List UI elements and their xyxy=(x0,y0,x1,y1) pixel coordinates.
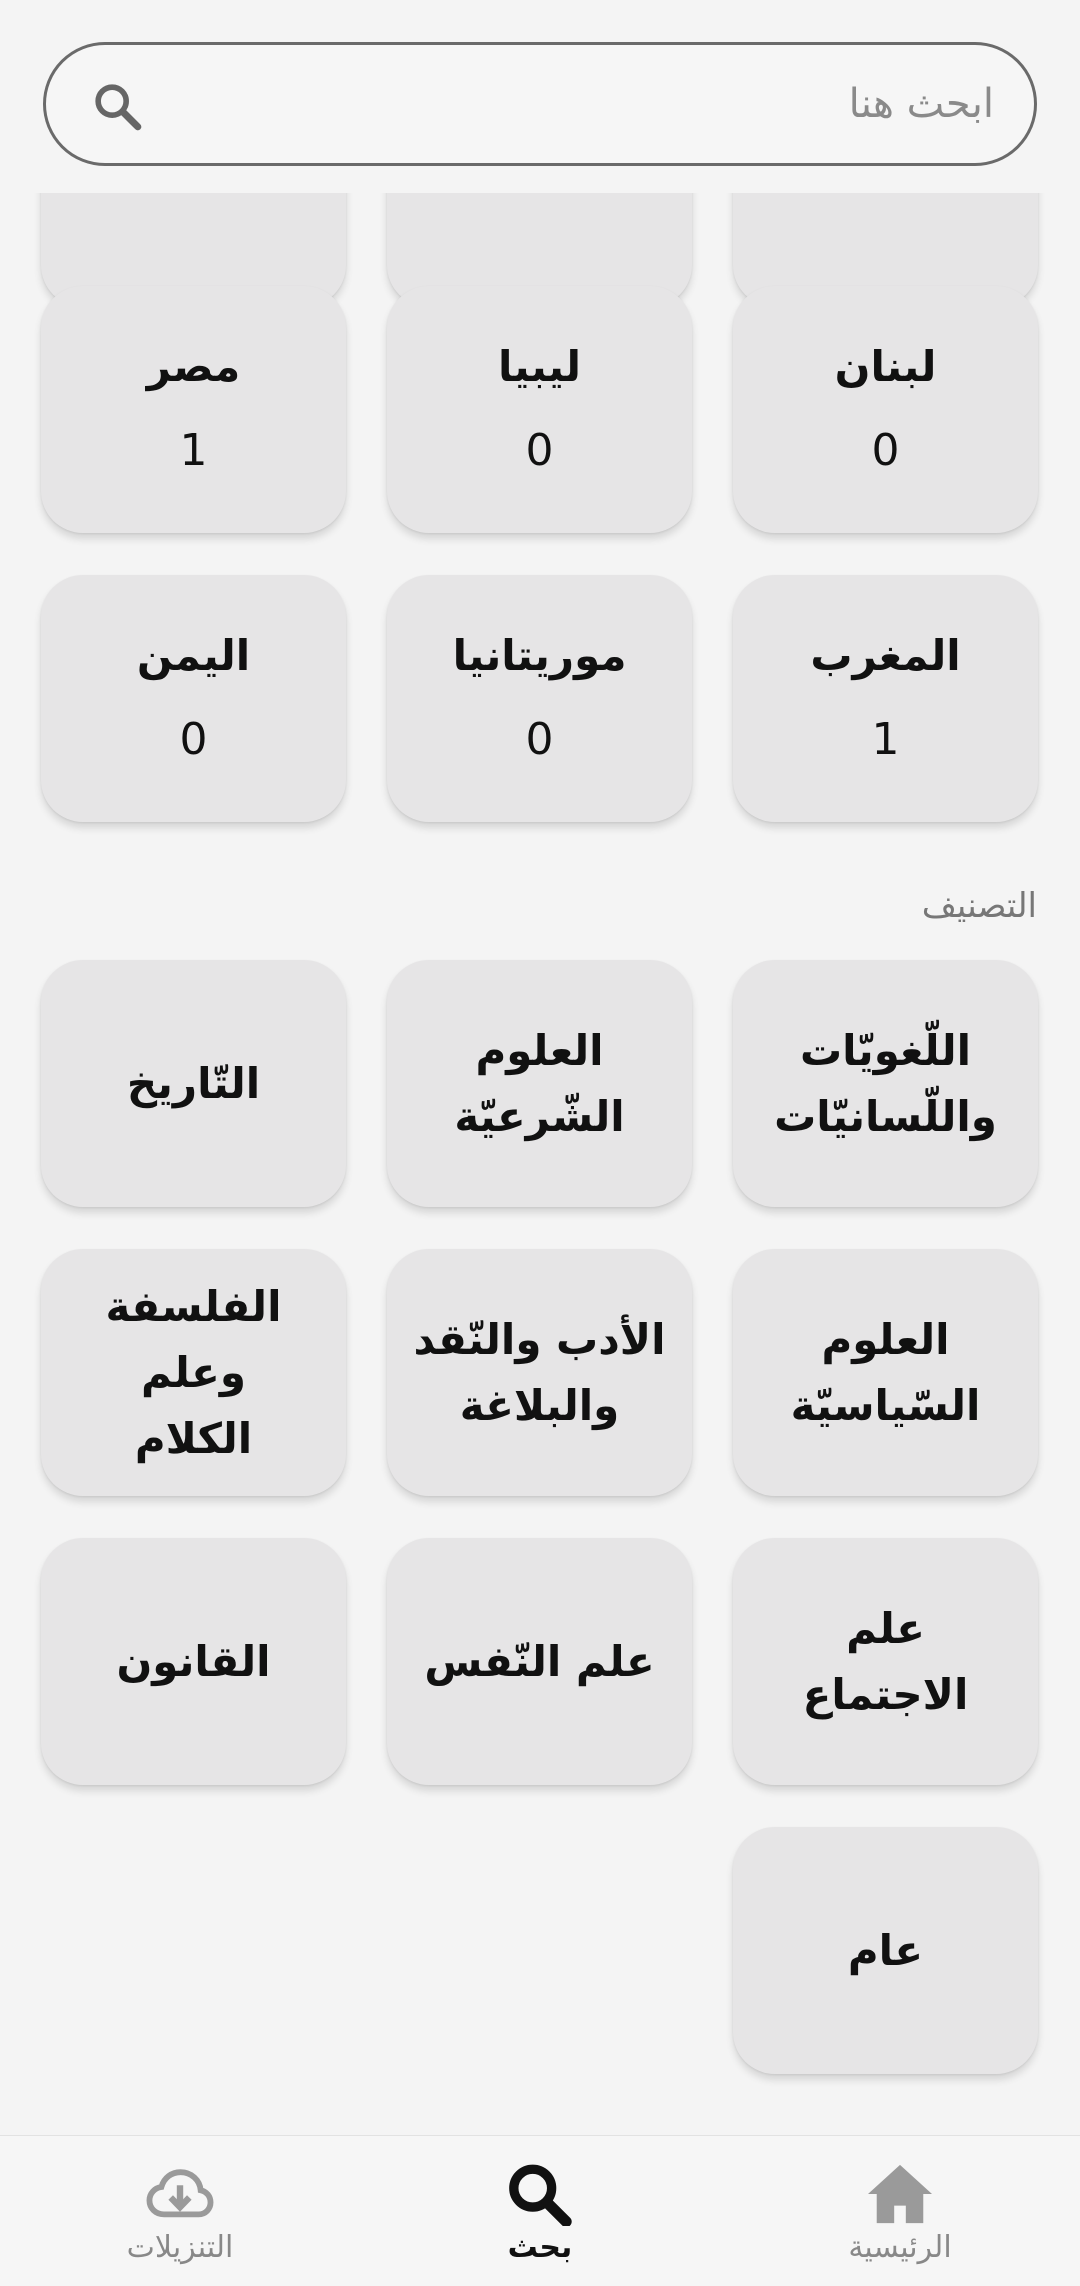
nav-home-label: الرئيسية xyxy=(848,2230,952,2265)
country-card-morocco[interactable] xyxy=(733,575,1038,822)
country-count: 0 xyxy=(525,424,554,476)
category-name-line1: الأدب والنّقد xyxy=(413,1314,666,1364)
country-card-egypt[interactable] xyxy=(41,286,346,533)
classification-section-label: التصنيف xyxy=(921,886,1037,926)
category-name-line2: الشّرعيّة xyxy=(454,1091,625,1141)
category-name: علم النّفس xyxy=(424,1636,655,1686)
category-card-literature[interactable] xyxy=(387,1249,692,1496)
category-name-line1: اللّغويّات xyxy=(799,1025,972,1075)
nav-downloads[interactable] xyxy=(50,2136,310,2286)
cloud-download-icon xyxy=(145,2162,215,2226)
country-count: 1 xyxy=(179,424,208,476)
country-count: 0 xyxy=(871,424,900,476)
category-name: عام xyxy=(847,1925,924,1975)
country-name: موريتانيا xyxy=(452,630,627,680)
category-name-line1: العلوم xyxy=(475,1025,604,1075)
category-card-law[interactable] xyxy=(41,1538,346,1785)
country-name: مصر xyxy=(146,341,241,391)
country-count: 0 xyxy=(179,713,208,765)
category-name-line2: والبلاغة xyxy=(459,1380,620,1430)
country-card-libya[interactable] xyxy=(387,286,692,533)
country-name: ليبيا xyxy=(498,341,581,391)
nav-search[interactable] xyxy=(410,2136,670,2286)
nav-downloads-label: التنزيلات xyxy=(126,2230,234,2265)
category-name: التّاريخ xyxy=(126,1058,261,1108)
category-name: علم الاجتماع xyxy=(802,1603,969,1719)
category-card-linguistics[interactable] xyxy=(733,960,1038,1207)
category-name-line2: واللّسانيّات xyxy=(774,1091,997,1141)
category-card-psychology[interactable] xyxy=(387,1538,692,1785)
country-card-yemen[interactable] xyxy=(41,575,346,822)
country-count: 1 xyxy=(871,713,900,765)
country-count: 0 xyxy=(525,713,554,765)
category-card-sharia-sciences[interactable] xyxy=(387,960,692,1207)
search-icon[interactable] xyxy=(90,79,146,135)
category-card-sociology[interactable] xyxy=(733,1538,1038,1785)
search-icon xyxy=(505,2162,575,2226)
nav-home[interactable] xyxy=(770,2136,1030,2286)
country-card-mauritania[interactable] xyxy=(387,575,692,822)
category-card-philosophy[interactable] xyxy=(41,1249,346,1496)
search-bar[interactable] xyxy=(43,42,1037,166)
country-name: المغرب xyxy=(810,630,961,680)
category-name-line2: الكلام xyxy=(134,1413,253,1463)
category-card-general[interactable] xyxy=(733,1827,1038,2074)
category-name-line1: الفلسفة وعلم xyxy=(105,1281,282,1397)
category-card-political-sciences[interactable] xyxy=(733,1249,1038,1496)
search-content[interactable] xyxy=(0,193,1080,2135)
country-card-lebanon[interactable] xyxy=(733,286,1038,533)
bottom-navigation xyxy=(0,2135,1080,2286)
category-card-history[interactable] xyxy=(41,960,346,1207)
search-input[interactable] xyxy=(166,45,994,163)
category-name-line2: السّياسيّة xyxy=(790,1380,981,1430)
home-icon xyxy=(865,2162,935,2226)
country-name: اليمن xyxy=(136,630,251,680)
category-name-line1: العلوم xyxy=(821,1314,950,1364)
nav-search-label: بحث xyxy=(507,2230,573,2265)
category-name: القانون xyxy=(116,1636,271,1686)
country-name: لبنان xyxy=(834,341,937,391)
